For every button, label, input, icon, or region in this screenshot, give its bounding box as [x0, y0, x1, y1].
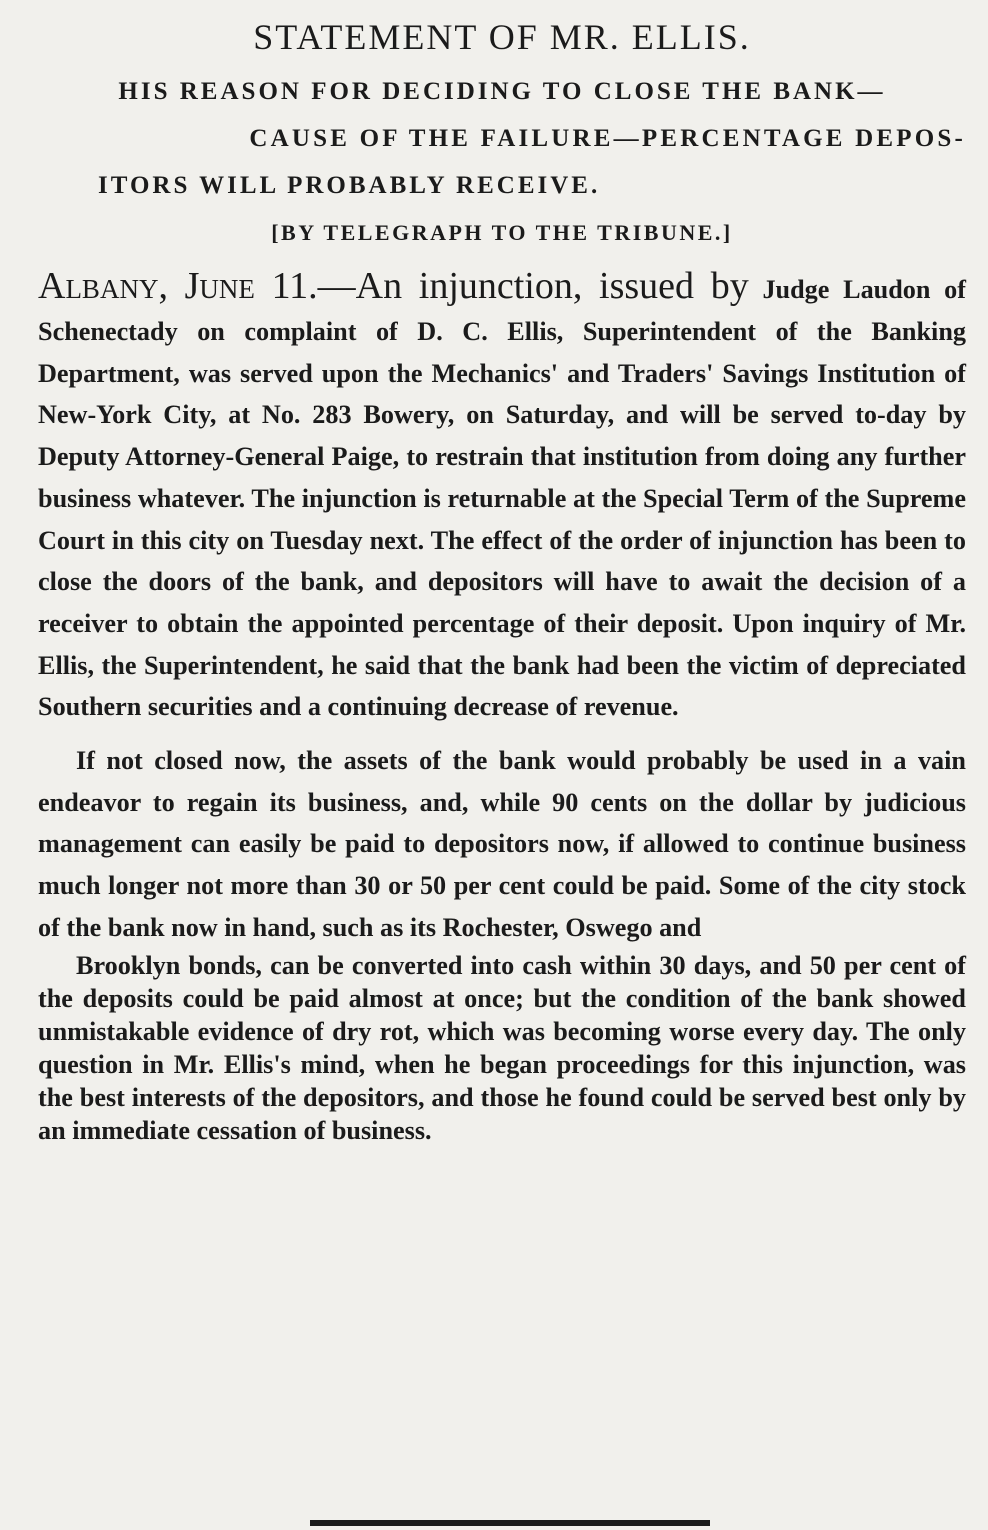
paragraph-1: [38, 261, 966, 728]
end-rule-divider: [310, 1520, 710, 1526]
deck-line-3: ITORS WILL PROBABLY RECEIVE.: [98, 172, 601, 199]
paragraph-2-part-2: Brooklyn bonds, can be converted into cash within 30 days, and 50 per cent of the deposits could be paid almost at once; but the condition of the bank showed unmistakable evidence of dry rot, which was becoming worse every day. The only question in Mr. Ellis's mind, when he began proceedings for this injunction, was the best interests of the depositors, and those he found could be served best only by an immediate cessation of business.: [38, 950, 966, 1145]
telegraph-byline: [BY TELEGRAPH TO THE TRIBUNE.]: [271, 220, 733, 245]
subheadline-deck: [38, 68, 966, 209]
paragraph-2: [38, 740, 966, 1147]
paragraph-1-body: Judge Laudon of Schenectady on complaint of D. C. Ellis, Superintendent of the Banking Department, was served upon the Mechanics' and Traders' Savings Institution of New-York City, at No. 283 Bowery, on Saturday, and will be served to-day by Deputy Attorney-General Paige, to restrain that institution from doing any further business whatever. The injunction is returnable at the Special Term of the Supreme Court in this city on Tuesday next. The effect of the order of injunction has been to close the doors of the bank, and depositors will have to await the decision of a receiver to obtain the appointed percentage of their deposit. Upon inquiry of Mr. Ellis, the Superintendent, he said that the bank had been the victim of depreciated Southern securities and a continuing decrease of revenue.: [38, 275, 966, 722]
lead-text: —An injunction, issued by: [317, 265, 749, 307]
dateline: Albany, June 11.: [38, 265, 318, 307]
deck-line-1: HIS REASON FOR DECIDING TO CLOSE THE BANK—: [118, 78, 886, 105]
deck-line-2: CAUSE OF THE FAILURE—PERCENTAGE DEPOS-: [249, 125, 966, 152]
paragraph-2-part-1: If not closed now, the assets of the bank would probably be used in a vain endeavor to regain its business, and, while 90 cents on the dollar by judicious management can easily be paid to depositors now, if allowed to continue business much longer not more than 30 or 50 per cent could be paid. Some of the city stock of the bank now in hand, such as its Rochester, Oswego and: [38, 746, 966, 942]
article-body: [38, 261, 966, 1147]
headline: STATEMENT OF MR. ELLIS.: [253, 17, 751, 57]
